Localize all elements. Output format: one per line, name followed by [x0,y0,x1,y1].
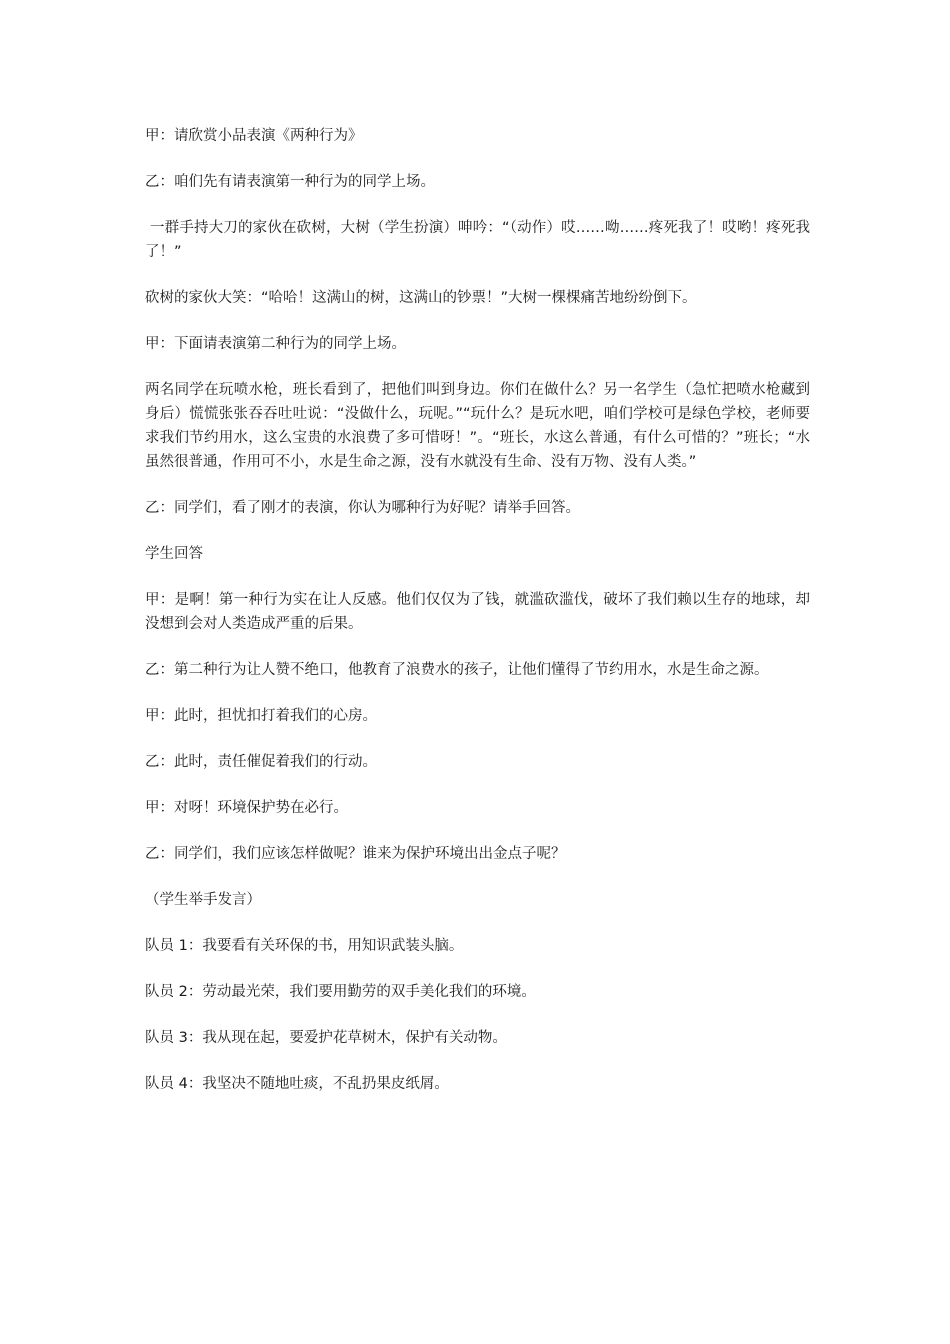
paragraph-19: 队员 4：我坚决不随地吐痰，不乱扔果皮纸屑。 [145,1076,449,1092]
paragraph-5: 甲：下面请表演第二种行为的同学上场。 [145,336,406,352]
paragraph-1: 甲：请欣赏小品表演《两种行为》 [145,128,363,144]
paragraph-4: 砍树的家伙大笑：“哈哈！这满山的树，这满山的钞票！”大树一棵棵痛苦地纷纷倒下。 [145,290,697,306]
paragraph-14: 乙：同学们，我们应该怎样做呢？谁来为保护环境出出金点子呢？ [145,846,566,862]
paragraph-18: 队员 3：我从现在起，要爱护花草树木，保护有关动物。 [145,1030,507,1046]
paragraph-12: 乙：此时，责任催促着我们的行动。 [145,754,377,770]
paragraph-6: 两名同学在玩喷水枪，班长看到了，把他们叫到身边。你们在做什么？另一名学生（急忙把喷水枪藏到身后）慌慌张张吞吞吐吐说：“没做什么，玩呢。”“玩什么？是玩水吧，咱们学校可是绿色学校，老师要求我们节约用水，这么宝贵的水浪费了多可惜呀！”。“班长，水这么普通，有什么可惜的？”班长；“水虽然很普通，作用可不小，水是生命之源，没有水就没有生命、没有万物、没有人类。” [145,382,810,470]
paragraph-9: 甲：是啊！第一种行为实在让人反感。他们仅仅为了钱，就滥砍滥伐，破坏了我们赖以生存的地球，却没想到会对人类造成严重的后果。 [145,592,810,632]
document-body [145,124,810,1118]
paragraph-15: （学生举手发言） [145,892,261,908]
paragraph-7: 乙：同学们，看了刚才的表演，你认为哪种行为好呢？请举手回答。 [145,500,580,516]
paragraph-16: 队员 1：我要看有关环保的书，用知识武装头脑。 [145,938,464,954]
paragraph-8: 学生回答 [145,546,203,562]
paragraph-11: 甲：此时，担忧扣打着我们的心房。 [145,708,377,724]
paragraph-13: 甲：对呀！环境保护势在必行。 [145,800,348,816]
paragraph-17: 队员 2：劳动最光荣，我们要用勤劳的双手美化我们的环境。 [145,984,536,1000]
paragraph-10: 乙：第二种行为让人赞不绝口，他教育了浪费水的孩子，让他们懂得了节约用水，水是生命之源。 [145,662,769,678]
paragraph-3: 一群手持大刀的家伙在砍树，大树（学生扮演）呻吟：“（动作）哎……呦……疼死我了！哎哟！疼死我了！” [145,220,810,260]
paragraph-2: 乙：咱们先有请表演第一种行为的同学上场。 [145,174,435,190]
